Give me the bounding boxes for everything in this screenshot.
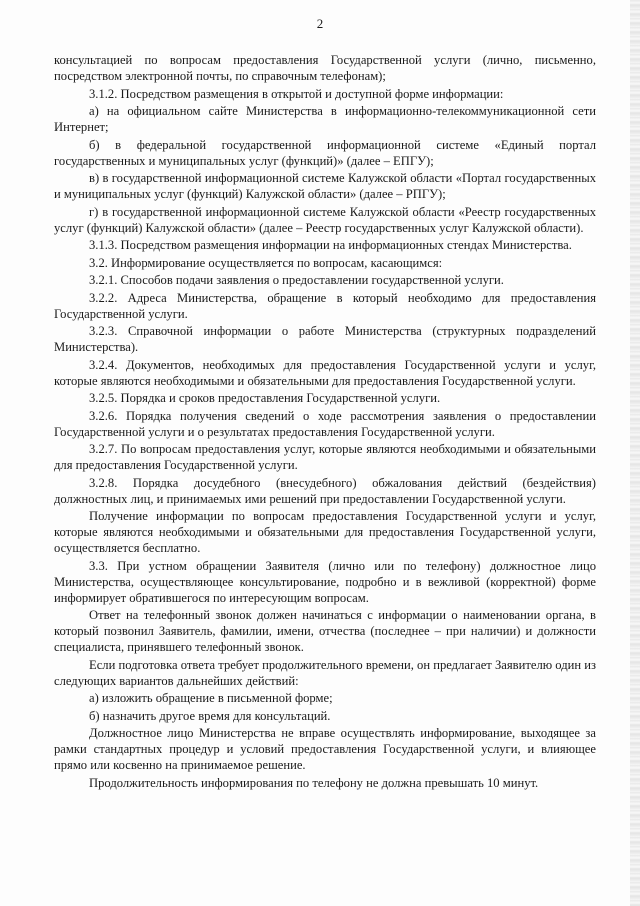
page-number: 2: [316, 16, 324, 31]
paragraph: Должностное лицо Министерства не вправе осуществлять информирование, выходящее за рамки стандартных процедур и условий предоставления Государственной услуги, и влияющее прямо или косвенно на принимаемое решение.: [54, 726, 596, 772]
document-body: [54, 52, 596, 792]
paragraph: 3.1.3. Посредством размещения информации на информационных стендах Министерства.: [89, 238, 572, 252]
paragraph: а) изложить обращение в письменной форме;: [89, 691, 333, 705]
scan-edge-shadow: [630, 0, 640, 906]
paragraph: а) на официальном сайте Министерства в информационно-телекоммуникационной сети Интернет;: [54, 104, 596, 134]
paragraph: 3.2. Информирование осуществляется по вопросам, касающимся:: [89, 255, 443, 270]
paragraph: 3.1.2. Посредством размещения в открытой и доступной форме информации:: [89, 86, 504, 101]
paragraph: 3.2.4. Документов, необходимых для предоставления Государственной услуги и услуг, которые являются необходимыми и обязательными для предоставления Государственной услуги.: [54, 357, 596, 388]
paragraph: Получение информации по вопросам предоставления Государственной услуги и услуг, которые являются необходимыми и обязательными для предоставления Государственной услуги, осуществляется бесплатно.: [54, 509, 596, 555]
paragraph: консультацией по вопросам предоставления Государственной услуги (лично, письменно, посредством электронной почты, по справочным телефонам);: [54, 53, 596, 83]
paragraph: Продолжительность информирования по телефону не должна превышать 10 минут.: [89, 775, 539, 790]
paragraph: 3.2.1. Способов подачи заявления о предоставлении государственной услуги.: [89, 273, 504, 287]
paragraph: Ответ на телефонный звонок должен начинаться с информации о наименовании органа, в который позвонил Заявитель, фамилии, имени, отчества (последнее – при наличии) и должности специалиста, принявшего телефонный звонок.: [54, 608, 596, 654]
paragraph: б) в федеральной государственной информационной системе «Единый портал государственных и муниципальных услуг (функций)» (далее – ЕПГУ);: [54, 137, 596, 168]
paragraph: б) назначить другое время для консультаций.: [89, 708, 331, 723]
paragraph: Если подготовка ответа требует продолжительного времени, он предлагает Заявителю один из следующих вариантов дальнейших действий:: [54, 657, 596, 688]
paragraph: 3.2.6. Порядка получения сведений о ходе рассмотрения заявления о предоставлении Государственной услуги и о результатах предоставления Государственной услуги.: [54, 408, 596, 439]
paragraph: 3.2.8. Порядка досудебного (внесудебного) обжалования действий (бездействия) должностных лиц, и принимаемых ими решений при предоставлении Государственной услуги.: [54, 475, 596, 506]
paragraph: г) в государственной информационной системе Калужской области «Реестр государственных услуг (функций) Калужской области» (далее – Реестр государственных услуг Калужской области).: [54, 204, 596, 235]
paragraph: 3.2.3. Справочной информации о работе Министерства (структурных подразделений Министерства).: [54, 324, 596, 354]
paragraph: 3.2.5. Порядка и сроков предоставления Государственной услуги.: [89, 391, 441, 405]
paragraph: в) в государственной информационной системе Калужской области «Портал государственных и муниципальных услуг (функций) Калужской области» (далее – РПГУ);: [54, 171, 596, 201]
paragraph: 3.2.7. По вопросам предоставления услуг, которые являются необходимыми и обязательными для предоставления Государственной услуги.: [54, 442, 596, 472]
paragraph: 3.2.2. Адреса Министерства, обращение в который необходимо для предоставления Государственной услуги.: [54, 290, 596, 321]
paragraph: 3.3. При устном обращении Заявителя (лично или по телефону) должностное лицо Министерства, осуществляющее консультирование, подробно и в вежливой (корректной) форме информирует обратившегося по интересующим вопросам.: [54, 558, 596, 605]
